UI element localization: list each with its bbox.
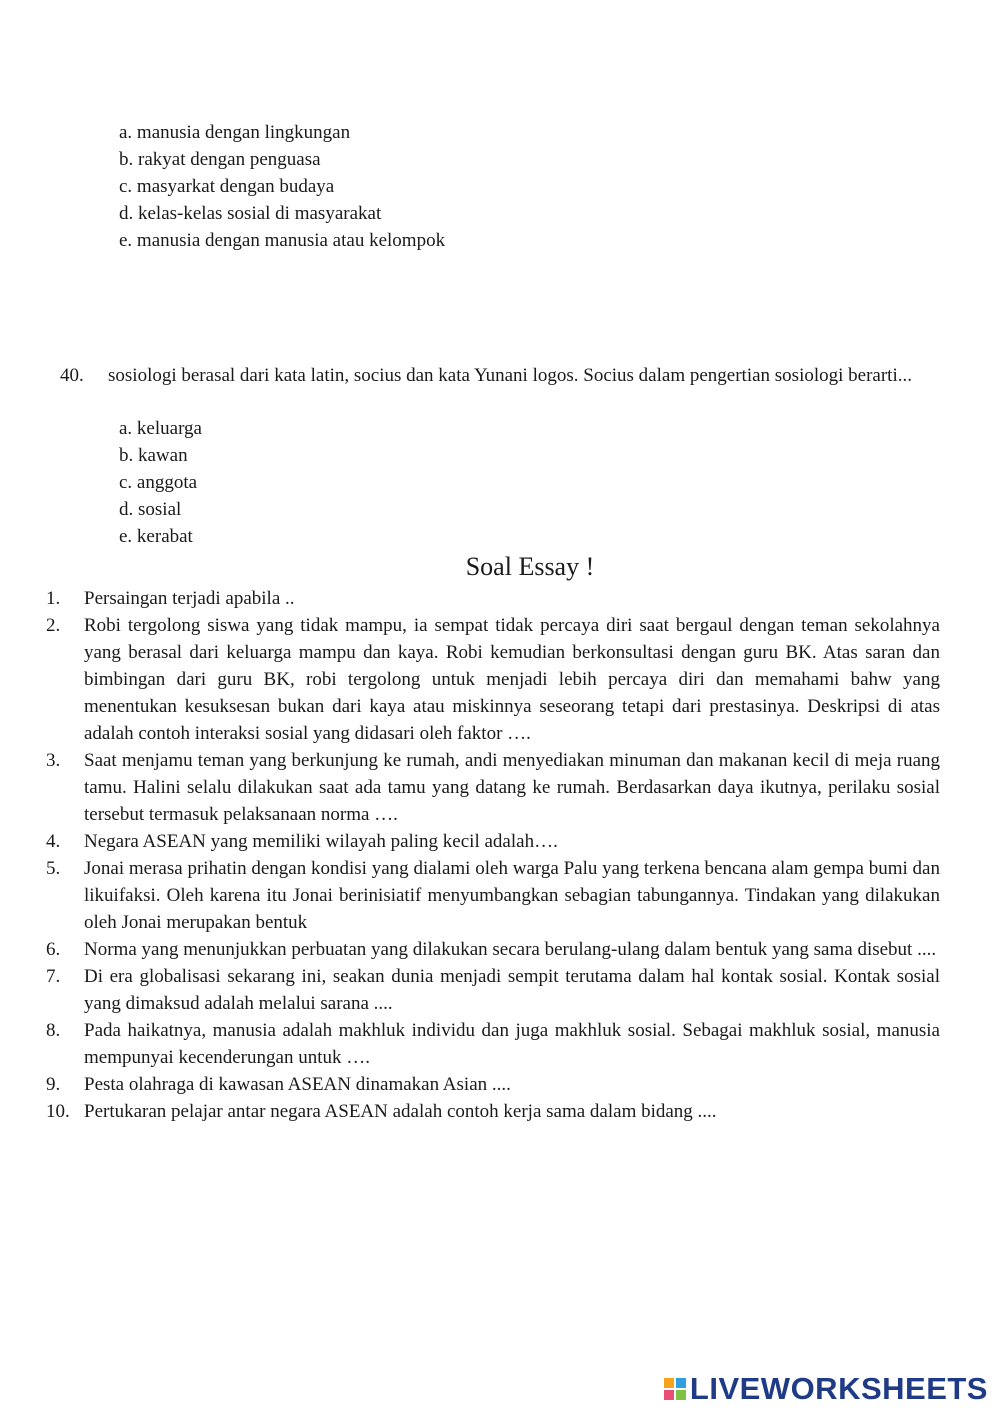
option-c: c. masyarkat dengan budaya [119,176,335,197]
essay-item [0,585,940,612]
essay-text: Pertukaran pelajar antar negara ASEAN adalah contoh kerja sama dalam bidang .... [84,1101,717,1122]
liveworksheets-logo[interactable] [664,1372,988,1406]
essay-text: Negara ASEAN yang memiliki wilayah paling kecil adalah…. [84,831,558,852]
option-d: d. sosial [119,499,182,520]
essay-number: 2. [46,615,61,636]
logo-text: LIVEWORKSHEETS [689,1371,988,1406]
essay-list [0,585,940,1125]
option-b: b. rakyat dengan penguasa [119,149,321,170]
essay-title: Soal Essay ! [465,552,595,581]
essay-item [0,828,940,855]
essay-text: Di era globalisasi sekarang ini, seakan dunia menjadi sempit terutama dalam hal kontak sosial. Kontak sosial yang dimaksud adalah melalui sarana .... [84,966,940,1014]
essay-text: Jonai merasa prihatin dengan kondisi yang dialami oleh warga Palu yang terkena bencana alam gempa bumi dan likuifaksi. Oleh karena itu Jonai berinisiatif menyumbangkan sebagian tabungannya. Tindakan yang dilakukan oleh Jonai merupakan bentuk [84,858,940,933]
essay-text: Pada haikatnya, manusia adalah makhluk individu dan juga makhluk sosial. Sebagai makhluk sosial, manusia mempunyai kecenderungan untuk …. [84,1020,940,1068]
option-e: e. manusia dengan manusia atau kelompok [119,230,446,251]
option-d: d. kelas-kelas sosial di masyarakat [119,203,382,224]
essay-text: Robi tergolong siswa yang tidak mampu, ia sempat tidak percaya diri saat bergaul dengan teman sekolahnya yang berasal dari keluarga mampu dan kaya. Robi kemudian berkonsultasi dengan guru BK. Atas saran dan bimbingan dari guru BK, robi tergolong untuk menjadi lebih percaya diri dan memahami bahw yang menentukan kesuksesan bukan dari kaya atau miskinnya seseorang tetapi dari prestasinya. Deskripsi di atas adalah contoh interaksi sosial yang didasari oleh faktor …. [84,615,940,744]
logo-tiles-icon [664,1378,686,1400]
essay-text: Norma yang menunjukkan perbuatan yang dilakukan secara berulang-ulang dalam bentuk yang sama disebut .... [84,939,937,960]
essay-number: 4. [46,831,61,852]
essay-text: Saat menjamu teman yang berkunjung ke rumah, andi menyediakan minuman dan makanan kecil di meja ruang tamu. Halini selalu dilakukan saat ada tamu yang datang ke rumah. Berdasarkan daya ikutnya, perilaku sosial tersebut termasuk pelaksanaan norma …. [84,750,940,825]
option-a: a. manusia dengan lingkungan [119,122,351,143]
logo-tile [664,1390,674,1400]
essay-number: 5. [46,858,61,879]
essay-item [0,1098,940,1125]
question-text: sosiologi berasal dari kata latin, socius dan kata Yunani logos. Socius dalam pengertian sosiologi berarti... [108,365,912,386]
option-b: b. kawan [119,445,188,466]
logo-tile [676,1378,686,1388]
essay-item [0,1071,940,1098]
essay-item [0,612,940,747]
essay-number: 8. [46,1020,61,1041]
option-a: a. keluarga [119,418,202,439]
essay-item [0,936,940,963]
option-e: e. kerabat [119,526,193,547]
essay-text: Persaingan terjadi apabila .. [84,588,295,609]
option-c: c. anggota [119,472,198,493]
essay-number: 10. [46,1101,70,1122]
logo-tile [676,1390,686,1400]
essay-number: 1. [46,588,61,609]
essay-number: 3. [46,750,61,771]
essay-number: 9. [46,1074,61,1095]
essay-item [0,855,940,936]
question-number: 40. [60,365,84,386]
essay-item [0,1017,940,1071]
essay-item [0,747,940,828]
logo-tile [664,1378,674,1388]
essay-number: 7. [46,966,61,987]
essay-number: 6. [46,939,61,960]
essay-text: Pesta olahraga di kawasan ASEAN dinamakan Asian .... [84,1074,511,1095]
essay-item [0,963,940,1017]
